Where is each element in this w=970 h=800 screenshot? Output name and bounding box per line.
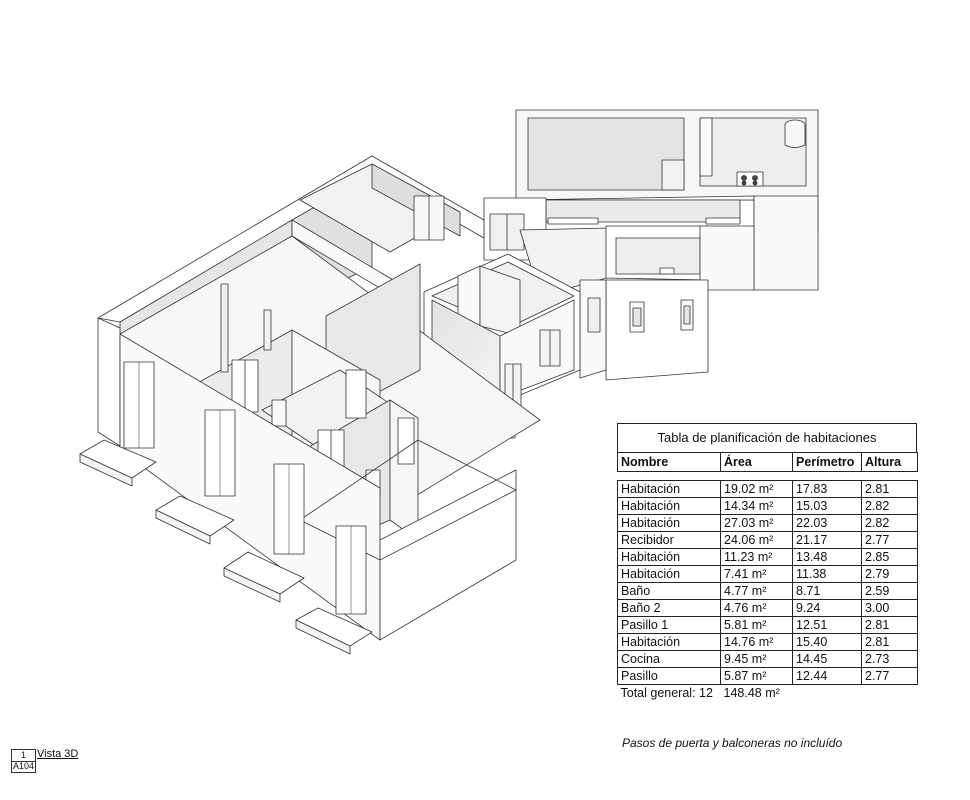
main-block (80, 156, 540, 654)
room-area-cell: 7.41 m² (721, 566, 793, 583)
room-height-cell: 2.82 (862, 515, 918, 532)
room-height-cell: 2.81 (862, 481, 918, 498)
room-height-cell: 2.81 (862, 617, 918, 634)
schedule-spacer (618, 472, 918, 481)
room-height-cell: 2.77 (862, 668, 918, 685)
header-area: Área (721, 453, 793, 472)
room-perimeter-cell: 21.17 (793, 532, 862, 549)
room-area-cell: 14.76 m² (721, 634, 793, 651)
view-sheet: A104 (12, 761, 35, 771)
schedule-body (618, 472, 918, 702)
room-height-cell: 2.81 (862, 634, 918, 651)
room-perimeter-cell: 12.51 (793, 617, 862, 634)
table-row (618, 634, 918, 651)
view-number: 1 (11, 749, 36, 762)
room-name-cell: Baño 2 (618, 600, 721, 617)
room-area-cell: 27.03 m² (721, 515, 793, 532)
room-perimeter-cell: 22.03 (793, 515, 862, 532)
table-row (618, 498, 918, 515)
view-name: Vista 3D (37, 748, 79, 760)
table-row (618, 566, 918, 583)
room-name-cell: Recibidor (618, 532, 721, 549)
room-perimeter-cell: 8.71 (793, 583, 862, 600)
room-area-cell: 24.06 m² (721, 532, 793, 549)
room-height-cell: 2.85 (862, 549, 918, 566)
room-area-cell: 5.81 m² (721, 617, 793, 634)
table-row (618, 651, 918, 668)
room-name-cell: Habitación (618, 566, 721, 583)
room-name-cell: Habitación (618, 549, 721, 566)
room-name-cell: Pasillo 1 (618, 617, 721, 634)
room-perimeter-cell: 12.44 (793, 668, 862, 685)
table-row (618, 617, 918, 634)
room-height-cell: 2.73 (862, 651, 918, 668)
table-row (618, 532, 918, 549)
room-area-cell: 5.87 m² (721, 668, 793, 685)
header-perimetro: Perímetro (793, 453, 862, 472)
room-name-cell: Pasillo (618, 668, 721, 685)
room-height-cell: 3.00 (862, 600, 918, 617)
header-altura: Altura (862, 453, 918, 472)
room-height-cell: 2.59 (862, 583, 918, 600)
room-perimeter-cell: 11.38 (793, 566, 862, 583)
room-perimeter-cell: 17.83 (793, 481, 862, 498)
room-height-cell: 2.82 (862, 498, 918, 515)
footnote: Pasos de puerta y balconeras no incluído (622, 736, 843, 750)
total-label: Total general: 12 (620, 686, 713, 700)
table-row (618, 481, 918, 498)
room-name-cell: Habitación (618, 481, 721, 498)
room-area-cell: 4.77 m² (721, 583, 793, 600)
table-row (618, 668, 918, 685)
room-perimeter-cell: 13.48 (793, 549, 862, 566)
room-perimeter-cell: 15.03 (793, 498, 862, 515)
table-row (618, 549, 918, 566)
room-name-cell: Habitación (618, 498, 721, 515)
total-area: 148.48 m² (723, 686, 780, 700)
schedule-header-row (618, 453, 918, 472)
room-area-cell: 14.34 m² (721, 498, 793, 515)
room-perimeter-cell: 9.24 (793, 600, 862, 617)
room-name-cell: Cocina (618, 651, 721, 668)
room-area-cell: 11.23 m² (721, 549, 793, 566)
schedule-total-row (618, 685, 918, 702)
room-name-cell: Baño (618, 583, 721, 600)
header-nombre: Nombre (618, 453, 721, 472)
schedule-title: Tabla de planificación de habitaciones (617, 423, 917, 452)
room-height-cell: 2.79 (862, 566, 918, 583)
room-area-cell: 19.02 m² (721, 481, 793, 498)
schedule-grid (617, 452, 918, 701)
table-row (618, 583, 918, 600)
room-name-cell: Habitación (618, 515, 721, 532)
table-row (618, 600, 918, 617)
room-height-cell: 2.77 (862, 532, 918, 549)
room-area-cell: 4.76 m² (721, 600, 793, 617)
table-row (618, 515, 918, 532)
room-perimeter-cell: 14.45 (793, 651, 862, 668)
room-area-cell: 9.45 m² (721, 651, 793, 668)
room-schedule-table (617, 423, 917, 701)
room-perimeter-cell: 15.40 (793, 634, 862, 651)
room-name-cell: Habitación (618, 634, 721, 651)
